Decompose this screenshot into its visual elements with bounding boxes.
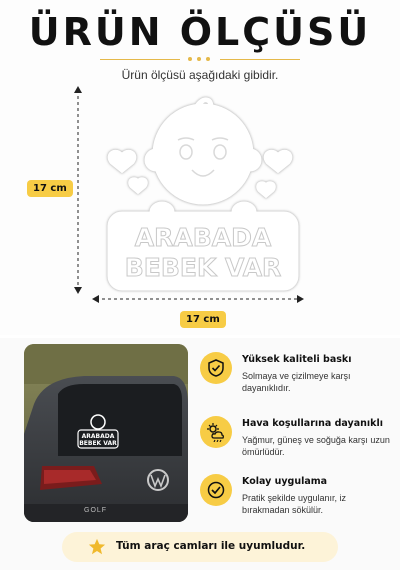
shield-check-icon: [200, 352, 232, 384]
check-circle-icon: [200, 474, 232, 506]
feature-title: Kolay uygulama: [242, 476, 328, 487]
height-dimension-arrow: [74, 86, 82, 294]
car-badge: GOLF: [84, 507, 108, 514]
banner-text: Tüm araç camları ile uyumludur.: [116, 540, 306, 552]
sticker-text-line1: ARABADA: [134, 223, 272, 252]
feature-title: Hava koşullarına dayanıklı: [242, 418, 383, 429]
width-dimension-arrow: [92, 295, 304, 303]
star-icon: [88, 538, 106, 556]
sticker-text-line2: BEBEK VAR: [124, 253, 282, 282]
car-rear-illustration: [24, 344, 188, 522]
feature-desc: Yağmur, güneş ve soğuğa karşı uzun ömürlüdür.: [242, 435, 390, 457]
photo-sticker-line2: BEBEK VAR: [79, 440, 117, 447]
divider-line-left: [100, 59, 180, 60]
photo-sticker-line1: ARABADA: [81, 433, 115, 440]
car-photo: [24, 344, 188, 522]
feature-title: Yüksek kaliteli baskı: [242, 354, 352, 365]
compatibility-banner: [62, 532, 338, 562]
title-divider: [100, 58, 300, 61]
baby-sticker-illustration: [98, 94, 308, 294]
feature-desc: Solmaya ve çizilmeye karşı dayanıklıdır.: [242, 371, 351, 393]
page-subtitle: Ürün ölçüsü aşağıdaki gibidir.: [121, 68, 279, 82]
divider-dots: [188, 57, 210, 61]
width-label: 17 cm: [180, 311, 226, 328]
divider-line-right: [220, 59, 300, 60]
weather-icon: [200, 416, 232, 448]
feature-desc: Pratik şekilde uygulanır, iz bırakmadan sökülür.: [242, 493, 347, 515]
height-label: 17 cm: [27, 180, 73, 197]
page-title: ÜRÜN ÖLÇÜSÜ: [28, 10, 372, 54]
